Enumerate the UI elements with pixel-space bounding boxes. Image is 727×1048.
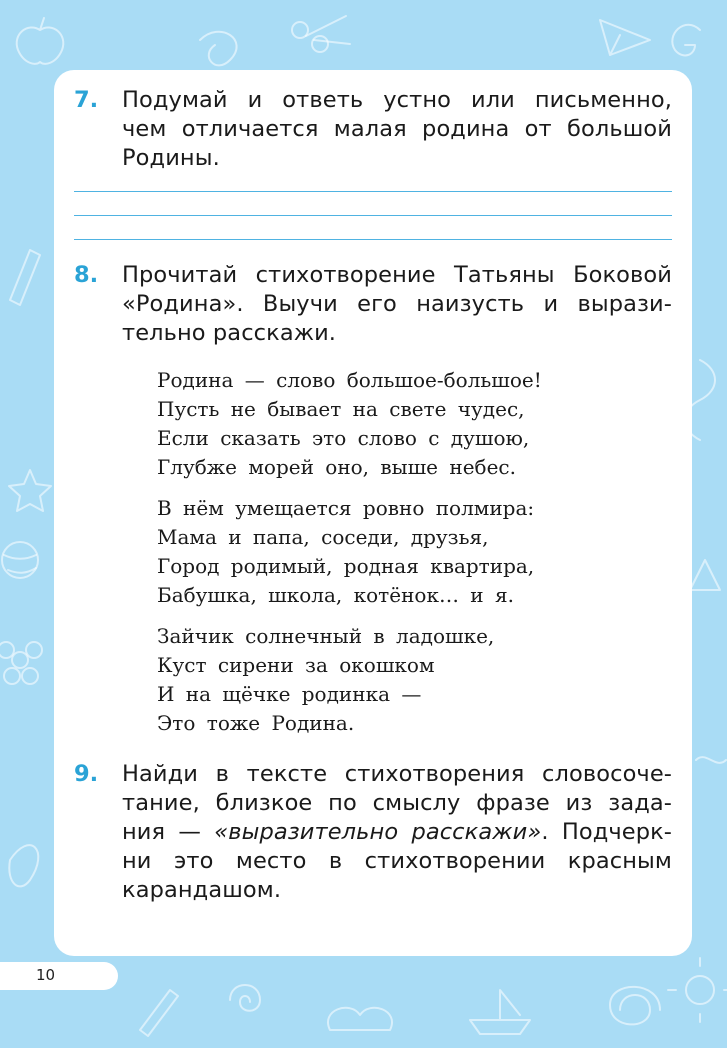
pencil-doodle-icon (10, 250, 40, 305)
poem-stanza (157, 622, 597, 738)
swirl-doodle-icon (200, 32, 237, 66)
task-text-line: карандашом. (122, 877, 282, 903)
poem-line: Это тоже Родина. (157, 711, 355, 735)
wave-doodle-icon (696, 757, 726, 763)
poem-line: Город родимый, родная квартира, (157, 554, 535, 578)
cloud-doodle-icon (328, 1008, 392, 1030)
task-text-line: ни это место в стихотворении красным (122, 848, 672, 874)
leaf-doodle-icon (9, 845, 38, 886)
star-doodle-icon (9, 470, 51, 511)
triangle-doodle-icon (690, 560, 720, 590)
pencil2-doodle-icon (140, 990, 178, 1036)
poem-line: Родина — слово большое-большое! (157, 368, 542, 392)
task-text-line: Найди в тексте стихотворения словосоче- (122, 761, 672, 787)
spiral-doodle-icon (610, 987, 660, 1025)
ball-doodle-icon (2, 542, 38, 578)
task-8 (74, 261, 672, 348)
task-text-line: «Родина». Выучи его наизусть и вырази- (122, 291, 672, 317)
task-7 (74, 86, 672, 173)
poem-line: Куст сирени за окошком (157, 653, 435, 677)
snail-doodle-icon (230, 985, 260, 1011)
boat-doodle-icon (470, 990, 530, 1034)
answer-line[interactable] (74, 191, 672, 192)
poem-line: И на щёчке родинка — (157, 682, 422, 706)
poem-line: Если сказать это слово с душою, (157, 426, 530, 450)
flower-doodle-icon (0, 642, 42, 684)
paper-plane-doodle-icon (600, 20, 650, 55)
poem-line: Бабушка, школа, котёнок… и я. (157, 583, 514, 607)
poem-line: Пусть не бывает на свете чудес, (157, 397, 525, 421)
poem-stanza (157, 366, 597, 482)
poem-line: Глубже морей оно, выше небес. (157, 455, 516, 479)
answer-line[interactable] (74, 215, 672, 216)
page-number-tab (0, 962, 118, 990)
task-text-line: Подумай и ответь устно или письменно, (122, 87, 672, 113)
apple-doodle-icon (17, 18, 64, 64)
task-number: 7. (74, 87, 99, 113)
task-text-line: тание, близкое по смыслу фразе из зада- (122, 790, 672, 816)
task-text-line: тельно расскажи. (122, 320, 337, 346)
sun-doodle-icon (668, 958, 727, 1022)
task-text-line: Прочитай стихотворение Татьяны Боковой (122, 262, 672, 288)
poem-line: Зайчик солнечный в ладошке, (157, 624, 495, 648)
task-text-line-with-quote (122, 818, 672, 847)
poem-line: Мама и папа, соседи, друзья, (157, 525, 489, 549)
poem-stanza (157, 494, 597, 610)
page-number: 10 (36, 966, 56, 984)
answer-line[interactable] (74, 239, 672, 240)
task-text-fragment: . Подчерк- (541, 819, 672, 845)
task-number: 9. (74, 761, 99, 787)
quoted-phrase: «выразительно расскажи» (214, 819, 542, 845)
task-number: 8. (74, 262, 99, 288)
scissors-doodle-icon (292, 16, 350, 52)
task-text-fragment: ния — (122, 819, 215, 845)
content-card (54, 70, 692, 956)
poem-line: В нём умещается ровно полмира: (157, 496, 535, 520)
g-letter-doodle-icon (672, 25, 700, 56)
task-text-line: чем отличается малая родина от большой (122, 116, 672, 142)
task-9 (74, 760, 672, 905)
task-text-line: Родины. (122, 145, 220, 171)
